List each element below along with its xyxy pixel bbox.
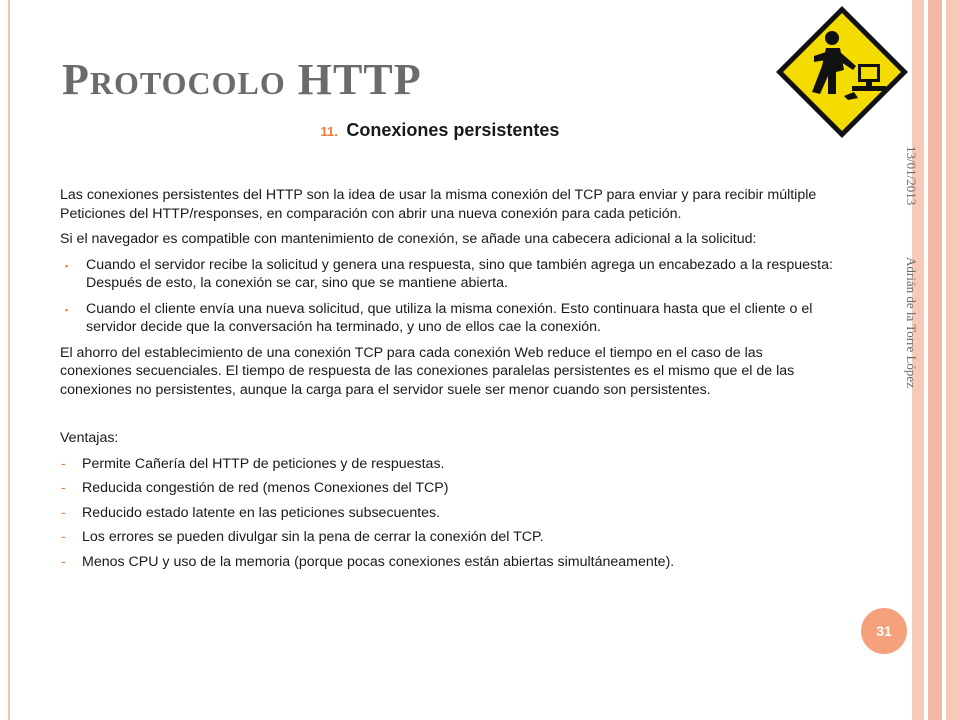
bullet-marker: ▪ [65,260,69,271]
dash-marker: - [61,504,66,521]
list-item [60,300,838,337]
list-item [60,528,838,547]
list-item [60,455,838,474]
section-title: Conexiones persistentes [346,120,560,140]
list-item [60,256,838,293]
dash-marker: - [61,553,66,570]
ventaja-text: Los errores se pueden divulgar sin la pena de cerrar la conexión del TCP. [82,529,544,545]
slide-title: PROTOCOLO HTTP [62,55,422,104]
slide-body [60,186,838,577]
page-number-badge [861,608,907,654]
ventaja-text: Menos CPU y uso de la memoria (porque pocas conexiones están abiertas simultáneamente). [82,553,675,570]
paragraph-savings: El ahorro del establecimiento de una conexión TCP para cada conexión Web reduce el tiempo en el caso de las conexiones secuenciales. El tiempo de respuesta de las conexiones paralelas persistentes es el mismo que el de las conexiones no persistentes, aunque la carga para el servidor suele ser menor cuando son persistentes. [60,344,795,398]
slide-date: 13/01/2013 [904,146,919,206]
list-item [60,504,838,523]
list-item [60,553,838,572]
slide-author: Adrián de la Torre López [904,257,919,389]
ventaja-text: Permite Cañería del HTTP de peticiones y de respuestas. [82,455,445,472]
paragraph-intro: Las conexiones persistentes del HTTP son la idea de usar la misma conexión del TCP para enviar y para recibir múltiple Peticiones del HTTP/responses, en comparación con abrir una nueva conexión para cada petición. [60,187,817,222]
left-border-line [8,0,10,720]
list-item [60,479,838,498]
ventajas-label: Ventajas: [60,430,119,446]
bullet-text: Cuando el servidor recibe la solicitud y genera una respuesta, sino que también agrega un encabezado a la respuesta: Después de esto, la conexión se car, sino que se mantiene abierta. [86,256,833,291]
side-footer [879,146,919,446]
ventaja-text: Reducida congestión de red (menos Conexiones del TCP) [82,480,449,496]
section-heading [0,120,880,141]
bullet-text: Cuando el cliente envía una nueva solicitud, que utiliza la misma conexión. Esto continuara hasta que el cliente o el servidor decide que la conversación ha terminado, y uno de ellos cae la conexión. [86,300,813,335]
paragraph-header: Si el navegador es compatible con mantenimiento de conexión, se añade una cabecera adicional a la solicitud: [60,231,757,247]
dash-marker: - [61,455,66,472]
section-number: 11. [320,124,338,139]
bullet-marker: ▪ [65,304,69,315]
dash-marker: - [61,529,66,545]
dash-marker: - [61,480,66,496]
page-number: 31 [876,623,892,639]
under-construction-sign-icon [774,4,910,140]
ventaja-text: Reducido estado latente en las peticiones subsecuentes. [82,504,441,521]
